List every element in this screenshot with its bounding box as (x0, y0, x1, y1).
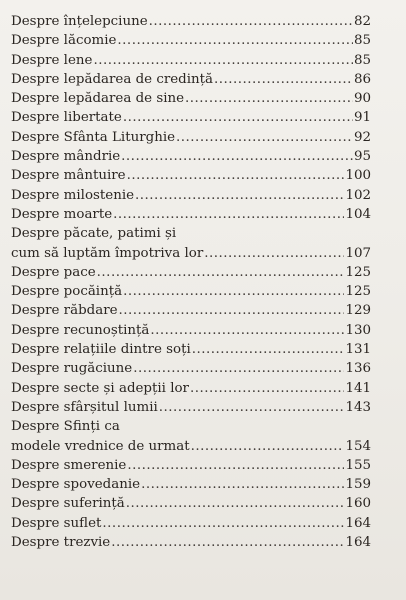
toc-page-number: 125 (345, 264, 371, 280)
dot-leader (93, 53, 353, 68)
toc-entry (11, 91, 371, 110)
toc-entry (11, 323, 371, 342)
toc-page-number: 90 (353, 91, 371, 107)
toc-page-number: 131 (345, 342, 371, 358)
dot-leader (214, 72, 353, 87)
toc-page-number: 95 (353, 149, 371, 165)
toc-entry (11, 381, 371, 400)
toc-entry (11, 303, 371, 322)
toc-entry (11, 72, 371, 91)
toc-entry-title: Despre lepădarea de sine (11, 91, 185, 107)
toc-page-number: 155 (345, 457, 371, 473)
toc-entry (11, 516, 371, 535)
toc-page-number: 86 (353, 71, 371, 87)
dot-leader (185, 91, 353, 106)
toc-entry-title: Despre rugăciune (11, 361, 133, 377)
dot-leader (150, 323, 344, 338)
toc-entry-title: Despre relațiile dintre soți (11, 342, 191, 358)
toc-page-number: 85 (353, 52, 371, 68)
toc-entry-title-line: Despre Sfinți ca (11, 419, 120, 435)
toc-entry (11, 246, 371, 265)
dot-leader (159, 400, 345, 415)
dot-leader (121, 149, 353, 164)
toc-entry-title: Despre libertate (11, 110, 122, 126)
toc-entry-title: Despre lăcomie (11, 33, 117, 49)
toc-entry-title: Despre răbdare (11, 303, 118, 319)
toc-entry-title: Despre recunoștință (11, 322, 150, 338)
dot-leader (176, 130, 353, 145)
toc-entry-title: Despre pocăință (11, 284, 123, 300)
toc-page-number: 154 (345, 438, 371, 454)
dot-leader (123, 110, 353, 125)
toc-entry (11, 130, 371, 149)
toc-page-number: 164 (345, 535, 371, 551)
toc-entry-title-line: Despre păcate, patimi și (11, 226, 177, 242)
dot-leader (113, 207, 344, 222)
dot-leader (192, 342, 345, 357)
dot-leader (191, 439, 345, 454)
toc-page-number: 100 (345, 168, 371, 184)
toc-entry-title: Despre sfârșitul lumii (11, 399, 158, 415)
toc-page-number: 136 (345, 361, 371, 377)
toc-entry-title: Despre mândrie (11, 149, 121, 165)
dot-leader (135, 188, 344, 203)
toc-entry (11, 265, 371, 284)
toc-entry (11, 188, 371, 207)
toc-entry-title: Despre lepădarea de credință (11, 71, 213, 87)
dot-leader (102, 516, 344, 531)
toc-page-number: 102 (345, 187, 371, 203)
toc-page-number: 125 (345, 284, 371, 300)
dot-leader (190, 381, 344, 396)
toc-entry-title: Despre milostenie (11, 187, 135, 203)
toc-entry (11, 207, 371, 226)
toc-entry-title: Despre Sfânta Liturghie (11, 129, 176, 145)
toc-entry-title: Despre pace (11, 264, 96, 280)
toc-entry (11, 477, 371, 496)
dot-leader (204, 246, 344, 261)
toc-page-number: 129 (345, 303, 371, 319)
toc-page-number: 92 (353, 129, 371, 145)
toc-page-number: 107 (345, 245, 371, 261)
toc-entry-title: cum să luptăm împotriva lor (11, 245, 204, 261)
toc-entry (11, 14, 371, 33)
toc-entry (11, 168, 371, 187)
toc-entry-title: Despre suflet (11, 515, 102, 531)
toc-page-number: 91 (353, 110, 371, 126)
toc-entry-title: Despre moarte (11, 206, 113, 222)
dot-leader (127, 168, 345, 183)
toc-page-number: 160 (345, 496, 371, 512)
toc-page-number: 104 (345, 206, 371, 222)
toc-entry (11, 149, 371, 168)
toc-entry-title: Despre secte și adepții lor (11, 380, 189, 396)
toc-entry-heading-line (11, 226, 371, 245)
toc-entry-title: Despre smerenie (11, 457, 127, 473)
dot-leader (133, 361, 344, 376)
toc-entry (11, 33, 371, 52)
toc-entry-title: Despre suferință (11, 496, 125, 512)
toc-entry (11, 342, 371, 361)
toc-entry (11, 458, 371, 477)
dot-leader (126, 496, 345, 511)
toc-entry-title: Despre lene (11, 52, 93, 68)
toc-entry (11, 535, 371, 554)
toc-entry (11, 400, 371, 419)
toc-page-number: 130 (345, 322, 371, 338)
toc-page-number: 164 (345, 515, 371, 531)
dot-leader (111, 535, 344, 550)
dot-leader (119, 303, 345, 318)
dot-leader (123, 284, 344, 299)
toc-entry-title: modele vrednice de urmat (11, 438, 190, 454)
toc-entry (11, 439, 371, 458)
toc-entry (11, 284, 371, 303)
toc-page-number: 159 (345, 477, 371, 493)
toc-page-number: 143 (345, 399, 371, 415)
dot-leader (141, 477, 344, 492)
dot-leader (97, 265, 345, 280)
toc-entry-title: Despre înțelepciune (11, 14, 148, 29)
dot-leader (127, 458, 344, 473)
toc-entry-heading-line (11, 419, 371, 438)
toc-page-number: 85 (353, 33, 371, 49)
toc-entry (11, 496, 371, 515)
toc-page-number: 141 (345, 380, 371, 396)
toc-page-number: 82 (353, 14, 371, 29)
table-of-contents (11, 14, 371, 554)
toc-entry (11, 53, 371, 72)
dot-leader (149, 14, 353, 29)
toc-entry (11, 110, 371, 129)
dot-leader (117, 33, 353, 48)
toc-entry-title: Despre trezvie (11, 535, 111, 551)
toc-entry-title: Despre spovedanie (11, 477, 141, 493)
toc-entry-title: Despre mântuire (11, 168, 126, 184)
toc-entry (11, 361, 371, 380)
